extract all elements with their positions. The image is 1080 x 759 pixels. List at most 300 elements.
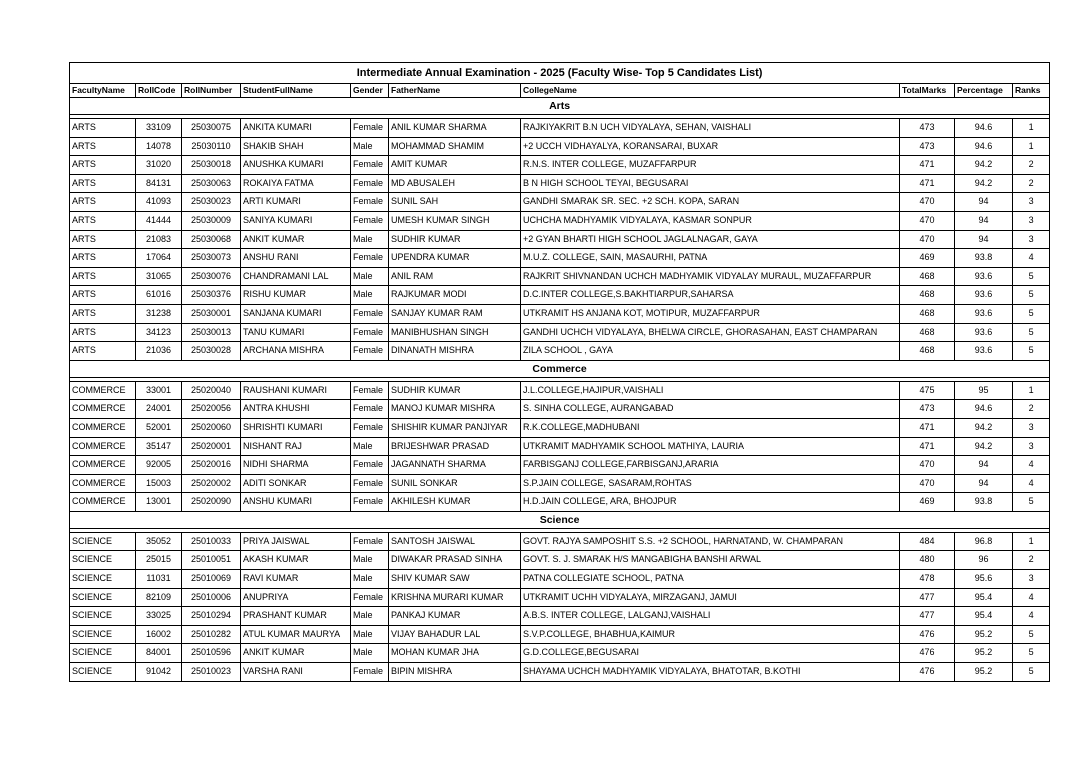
- cell-ranks: 5: [1013, 304, 1050, 323]
- table-row: [70, 304, 1050, 323]
- cell-rollcode: 34123: [136, 323, 182, 342]
- column-header: RollCode: [136, 84, 182, 98]
- cell-facultyname: ARTS: [70, 342, 136, 361]
- cell-collegename: RAJKRIT SHIVNANDAN UCHCH MADHYAMIK VIDYALAY MURAUL, MUZAFFARPUR: [521, 267, 900, 286]
- cell-fathername: ANIL KUMAR SHARMA: [389, 119, 521, 138]
- cell-fathername: MOHAMMAD SHAMIM: [389, 137, 521, 156]
- cell-collegename: R.N.S. INTER COLLEGE, MUZAFFARPUR: [521, 156, 900, 175]
- cell-gender: Female: [351, 532, 389, 551]
- cell-facultyname: COMMERCE: [70, 493, 136, 512]
- cell-rollcode: 41093: [136, 193, 182, 212]
- section-header-row: [70, 98, 1050, 115]
- cell-totalmarks: 468: [900, 267, 955, 286]
- cell-rollcode: 24001: [136, 400, 182, 419]
- cell-percentage: 94: [955, 230, 1013, 249]
- cell-studentfullname: RISHU KUMAR: [241, 286, 351, 305]
- cell-fathername: SHIV KUMAR SAW: [389, 570, 521, 589]
- cell-studentfullname: ANKIT KUMAR: [241, 230, 351, 249]
- cell-gender: Male: [351, 625, 389, 644]
- cell-totalmarks: 471: [900, 156, 955, 175]
- cell-fathername: UMESH KUMAR SINGH: [389, 211, 521, 230]
- column-header: StudentFullName: [241, 84, 351, 98]
- cell-facultyname: ARTS: [70, 286, 136, 305]
- cell-ranks: 3: [1013, 437, 1050, 456]
- cell-totalmarks: 468: [900, 342, 955, 361]
- cell-totalmarks: 473: [900, 137, 955, 156]
- table-row: [70, 381, 1050, 400]
- table-row: [70, 119, 1050, 138]
- cell-collegename: UTKRAMIT HS ANJANA KOT, MOTIPUR, MUZAFFARPUR: [521, 304, 900, 323]
- cell-totalmarks: 473: [900, 119, 955, 138]
- table-row: [70, 607, 1050, 626]
- cell-ranks: 3: [1013, 211, 1050, 230]
- cell-rollnumber: 25010006: [182, 588, 241, 607]
- cell-facultyname: COMMERCE: [70, 456, 136, 475]
- cell-rollnumber: 25020002: [182, 474, 241, 493]
- cell-facultyname: COMMERCE: [70, 381, 136, 400]
- cell-percentage: 95.2: [955, 644, 1013, 663]
- cell-percentage: 94.2: [955, 437, 1013, 456]
- cell-gender: Male: [351, 137, 389, 156]
- cell-totalmarks: 470: [900, 474, 955, 493]
- cell-rollnumber: 25030009: [182, 211, 241, 230]
- cell-ranks: 3: [1013, 418, 1050, 437]
- cell-totalmarks: 470: [900, 211, 955, 230]
- cell-rollcode: 91042: [136, 663, 182, 682]
- cell-percentage: 94.6: [955, 119, 1013, 138]
- cell-gender: Female: [351, 381, 389, 400]
- cell-facultyname: SCIENCE: [70, 570, 136, 589]
- cell-percentage: 94: [955, 211, 1013, 230]
- cell-facultyname: SCIENCE: [70, 532, 136, 551]
- cell-studentfullname: CHANDRAMANI LAL: [241, 267, 351, 286]
- cell-fathername: BIPIN MISHRA: [389, 663, 521, 682]
- cell-gender: Male: [351, 437, 389, 456]
- cell-facultyname: SCIENCE: [70, 551, 136, 570]
- cell-fathername: MOHAN KUMAR JHA: [389, 644, 521, 663]
- cell-studentfullname: ANKITA KUMARI: [241, 119, 351, 138]
- cell-totalmarks: 470: [900, 230, 955, 249]
- cell-rollnumber: 25020090: [182, 493, 241, 512]
- cell-totalmarks: 477: [900, 588, 955, 607]
- cell-studentfullname: ANTRA KHUSHI: [241, 400, 351, 419]
- cell-gender: Female: [351, 400, 389, 419]
- cell-ranks: 5: [1013, 342, 1050, 361]
- cell-collegename: S.P.JAIN COLLEGE, SASARAM,ROHTAS: [521, 474, 900, 493]
- cell-gender: Female: [351, 193, 389, 212]
- cell-ranks: 2: [1013, 400, 1050, 419]
- cell-collegename: A.B.S. INTER COLLEGE, LALGANJ,VAISHALI: [521, 607, 900, 626]
- table-row: [70, 588, 1050, 607]
- section-title: Commerce: [70, 360, 1050, 377]
- cell-rollnumber: 25030063: [182, 174, 241, 193]
- cell-collegename: PATNA COLLEGIATE SCHOOL, PATNA: [521, 570, 900, 589]
- cell-rollcode: 21036: [136, 342, 182, 361]
- cell-fathername: SUNIL SONKAR: [389, 474, 521, 493]
- section-title: Science: [70, 511, 1050, 528]
- cell-rollnumber: 25030023: [182, 193, 241, 212]
- cell-totalmarks: 480: [900, 551, 955, 570]
- cell-rollcode: 31238: [136, 304, 182, 323]
- cell-studentfullname: NIDHI SHARMA: [241, 456, 351, 475]
- cell-gender: Female: [351, 156, 389, 175]
- cell-ranks: 5: [1013, 663, 1050, 682]
- cell-percentage: 95.4: [955, 607, 1013, 626]
- toppers-table: [69, 62, 1050, 682]
- cell-collegename: UCHCHA MADHYAMIK VIDYALAYA, KASMAR SONPUR: [521, 211, 900, 230]
- cell-percentage: 95.4: [955, 588, 1013, 607]
- cell-rollnumber: 25030001: [182, 304, 241, 323]
- cell-fathername: RAJKUMAR MODI: [389, 286, 521, 305]
- column-header: Gender: [351, 84, 389, 98]
- cell-collegename: ZILA SCHOOL , GAYA: [521, 342, 900, 361]
- cell-gender: Female: [351, 342, 389, 361]
- cell-fathername: SHISHIR KUMAR PANJIYAR: [389, 418, 521, 437]
- cell-fathername: MD ABUSALEH: [389, 174, 521, 193]
- cell-studentfullname: PRASHANT KUMAR: [241, 607, 351, 626]
- cell-percentage: 95: [955, 381, 1013, 400]
- cell-percentage: 93.6: [955, 342, 1013, 361]
- cell-fathername: SANJAY KUMAR RAM: [389, 304, 521, 323]
- cell-collegename: +2 UCCH VIDHAYALYA, KORANSARAI, BUXAR: [521, 137, 900, 156]
- cell-fathername: AMIT KUMAR: [389, 156, 521, 175]
- cell-rollcode: 16002: [136, 625, 182, 644]
- table-row: [70, 211, 1050, 230]
- cell-percentage: 95.2: [955, 663, 1013, 682]
- table-row: [70, 456, 1050, 475]
- cell-ranks: 3: [1013, 193, 1050, 212]
- cell-gender: Female: [351, 474, 389, 493]
- cell-facultyname: COMMERCE: [70, 474, 136, 493]
- cell-percentage: 94.2: [955, 174, 1013, 193]
- cell-fathername: SUDHIR KUMAR: [389, 381, 521, 400]
- header-row: [70, 84, 1050, 98]
- cell-fathername: AKHILESH KUMAR: [389, 493, 521, 512]
- cell-facultyname: ARTS: [70, 119, 136, 138]
- cell-rollcode: 33001: [136, 381, 182, 400]
- cell-gender: Female: [351, 456, 389, 475]
- cell-rollnumber: 25020060: [182, 418, 241, 437]
- cell-rollcode: 13001: [136, 493, 182, 512]
- table-row: [70, 174, 1050, 193]
- cell-percentage: 94.6: [955, 137, 1013, 156]
- cell-gender: Female: [351, 663, 389, 682]
- cell-rollnumber: 25020001: [182, 437, 241, 456]
- cell-ranks: 5: [1013, 644, 1050, 663]
- cell-percentage: 94: [955, 193, 1013, 212]
- cell-rollcode: 14078: [136, 137, 182, 156]
- cell-ranks: 1: [1013, 532, 1050, 551]
- cell-fathername: SANTOSH JAISWAL: [389, 532, 521, 551]
- cell-rollcode: 15003: [136, 474, 182, 493]
- cell-totalmarks: 475: [900, 381, 955, 400]
- cell-studentfullname: SHAKIB SHAH: [241, 137, 351, 156]
- cell-percentage: 95.2: [955, 625, 1013, 644]
- cell-rollnumber: 25010294: [182, 607, 241, 626]
- results-sheet: [69, 62, 1049, 682]
- cell-ranks: 4: [1013, 474, 1050, 493]
- cell-totalmarks: 469: [900, 249, 955, 268]
- cell-rollcode: 41444: [136, 211, 182, 230]
- cell-percentage: 94.6: [955, 400, 1013, 419]
- cell-collegename: RAJKIYAKRIT B.N UCH VIDYALAYA, SEHAN, VAISHALI: [521, 119, 900, 138]
- cell-facultyname: COMMERCE: [70, 418, 136, 437]
- table-row: [70, 644, 1050, 663]
- cell-gender: Male: [351, 267, 389, 286]
- section-header-row: [70, 360, 1050, 377]
- cell-rollcode: 52001: [136, 418, 182, 437]
- cell-rollnumber: 25030068: [182, 230, 241, 249]
- cell-ranks: 5: [1013, 625, 1050, 644]
- table-row: [70, 193, 1050, 212]
- cell-percentage: 93.6: [955, 304, 1013, 323]
- cell-ranks: 5: [1013, 323, 1050, 342]
- cell-rollcode: 84131: [136, 174, 182, 193]
- table-row: [70, 323, 1050, 342]
- cell-fathername: UPENDRA KUMAR: [389, 249, 521, 268]
- table-row: [70, 400, 1050, 419]
- cell-gender: Female: [351, 418, 389, 437]
- cell-studentfullname: ANKIT KUMAR: [241, 644, 351, 663]
- section-header-row: [70, 511, 1050, 528]
- cell-studentfullname: ANSHU KUMARI: [241, 493, 351, 512]
- cell-gender: Female: [351, 174, 389, 193]
- cell-rollcode: 35147: [136, 437, 182, 456]
- cell-percentage: 94: [955, 474, 1013, 493]
- cell-rollcode: 31065: [136, 267, 182, 286]
- cell-collegename: R.K.COLLEGE,MADHUBANI: [521, 418, 900, 437]
- cell-ranks: 4: [1013, 249, 1050, 268]
- cell-totalmarks: 478: [900, 570, 955, 589]
- cell-facultyname: SCIENCE: [70, 607, 136, 626]
- section-title: Arts: [70, 98, 1050, 115]
- cell-totalmarks: 468: [900, 304, 955, 323]
- cell-studentfullname: ATUL KUMAR MAURYA: [241, 625, 351, 644]
- cell-percentage: 93.6: [955, 286, 1013, 305]
- cell-gender: Female: [351, 493, 389, 512]
- cell-gender: Female: [351, 119, 389, 138]
- cell-totalmarks: 471: [900, 174, 955, 193]
- cell-studentfullname: ANUPRIYA: [241, 588, 351, 607]
- document-title: Intermediate Annual Examination - 2025 (Faculty Wise- Top 5 Candidates List): [70, 63, 1050, 84]
- cell-totalmarks: 476: [900, 644, 955, 663]
- cell-facultyname: ARTS: [70, 230, 136, 249]
- cell-studentfullname: RAVI KUMAR: [241, 570, 351, 589]
- cell-gender: Female: [351, 323, 389, 342]
- cell-ranks: 4: [1013, 456, 1050, 475]
- cell-rollcode: 25015: [136, 551, 182, 570]
- cell-facultyname: ARTS: [70, 174, 136, 193]
- cell-percentage: 95.6: [955, 570, 1013, 589]
- cell-totalmarks: 476: [900, 625, 955, 644]
- cell-collegename: B N HIGH SCHOOL TEYAI, BEGUSARAI: [521, 174, 900, 193]
- cell-totalmarks: 468: [900, 323, 955, 342]
- cell-facultyname: ARTS: [70, 304, 136, 323]
- cell-studentfullname: NISHANT RAJ: [241, 437, 351, 456]
- cell-gender: Male: [351, 644, 389, 663]
- table-row: [70, 625, 1050, 644]
- column-header: Percentage: [955, 84, 1013, 98]
- cell-ranks: 1: [1013, 137, 1050, 156]
- cell-studentfullname: ARCHANA MISHRA: [241, 342, 351, 361]
- table-row: [70, 493, 1050, 512]
- cell-studentfullname: SANIYA KUMARI: [241, 211, 351, 230]
- cell-gender: Female: [351, 249, 389, 268]
- cell-gender: Female: [351, 211, 389, 230]
- cell-facultyname: SCIENCE: [70, 644, 136, 663]
- cell-ranks: 1: [1013, 119, 1050, 138]
- table-row: [70, 532, 1050, 551]
- cell-collegename: +2 GYAN BHARTI HIGH SCHOOL JAGLALNAGAR, GAYA: [521, 230, 900, 249]
- cell-totalmarks: 477: [900, 607, 955, 626]
- cell-totalmarks: 470: [900, 456, 955, 475]
- cell-gender: Female: [351, 304, 389, 323]
- cell-studentfullname: ANSHU RANI: [241, 249, 351, 268]
- column-header: FacultyName: [70, 84, 136, 98]
- cell-fathername: MANIBHUSHAN SINGH: [389, 323, 521, 342]
- cell-gender: Male: [351, 286, 389, 305]
- cell-collegename: J.L.COLLEGE,HAJIPUR,VAISHALI: [521, 381, 900, 400]
- cell-studentfullname: ADITI SONKAR: [241, 474, 351, 493]
- table-row: [70, 342, 1050, 361]
- table-row: [70, 570, 1050, 589]
- cell-studentfullname: PRIYA JAISWAL: [241, 532, 351, 551]
- cell-fathername: VIJAY BAHADUR LAL: [389, 625, 521, 644]
- cell-facultyname: COMMERCE: [70, 400, 136, 419]
- cell-gender: Male: [351, 551, 389, 570]
- cell-percentage: 94.2: [955, 156, 1013, 175]
- cell-facultyname: SCIENCE: [70, 625, 136, 644]
- cell-gender: Female: [351, 588, 389, 607]
- cell-rollnumber: 25020056: [182, 400, 241, 419]
- cell-rollcode: 84001: [136, 644, 182, 663]
- cell-ranks: 3: [1013, 230, 1050, 249]
- cell-ranks: 4: [1013, 607, 1050, 626]
- cell-fathername: DIWAKAR PRASAD SINHA: [389, 551, 521, 570]
- cell-facultyname: ARTS: [70, 193, 136, 212]
- cell-percentage: 96.8: [955, 532, 1013, 551]
- table-row: [70, 663, 1050, 682]
- cell-ranks: 3: [1013, 570, 1050, 589]
- column-header: FatherName: [389, 84, 521, 98]
- cell-rollnumber: 25010596: [182, 644, 241, 663]
- cell-totalmarks: 473: [900, 400, 955, 419]
- cell-facultyname: ARTS: [70, 137, 136, 156]
- cell-rollcode: 31020: [136, 156, 182, 175]
- cell-percentage: 93.8: [955, 249, 1013, 268]
- cell-rollnumber: 25020040: [182, 381, 241, 400]
- cell-totalmarks: 471: [900, 437, 955, 456]
- cell-ranks: 2: [1013, 551, 1050, 570]
- table-row: [70, 267, 1050, 286]
- cell-rollnumber: 25010023: [182, 663, 241, 682]
- cell-percentage: 94.2: [955, 418, 1013, 437]
- cell-rollcode: 21083: [136, 230, 182, 249]
- cell-facultyname: SCIENCE: [70, 663, 136, 682]
- cell-gender: Male: [351, 607, 389, 626]
- cell-fathername: SUNIL SAH: [389, 193, 521, 212]
- table-row: [70, 286, 1050, 305]
- cell-collegename: S. SINHA COLLEGE, AURANGABAD: [521, 400, 900, 419]
- cell-rollnumber: 25010033: [182, 532, 241, 551]
- cell-studentfullname: ANUSHKA KUMARI: [241, 156, 351, 175]
- table-row: [70, 474, 1050, 493]
- cell-collegename: SHAYAMA UCHCH MADHYAMIK VIDYALAYA, BHATOTAR, B.KOTHI: [521, 663, 900, 682]
- cell-rollnumber: 25030075: [182, 119, 241, 138]
- cell-studentfullname: SHRISHTI KUMARI: [241, 418, 351, 437]
- cell-studentfullname: ARTI KUMARI: [241, 193, 351, 212]
- cell-totalmarks: 484: [900, 532, 955, 551]
- cell-studentfullname: AKASH KUMAR: [241, 551, 351, 570]
- cell-rollcode: 17064: [136, 249, 182, 268]
- table-row: [70, 156, 1050, 175]
- cell-rollnumber: 25020016: [182, 456, 241, 475]
- cell-rollnumber: 25030110: [182, 137, 241, 156]
- cell-totalmarks: 469: [900, 493, 955, 512]
- title-row: [70, 63, 1050, 84]
- table-row: [70, 230, 1050, 249]
- cell-rollnumber: 25030028: [182, 342, 241, 361]
- cell-rollcode: 61016: [136, 286, 182, 305]
- cell-facultyname: ARTS: [70, 211, 136, 230]
- cell-ranks: 2: [1013, 156, 1050, 175]
- cell-fathername: SUDHIR KUMAR: [389, 230, 521, 249]
- cell-percentage: 93.8: [955, 493, 1013, 512]
- cell-facultyname: ARTS: [70, 267, 136, 286]
- cell-collegename: GANDHI SMARAK SR. SEC. +2 SCH. KOPA, SARAN: [521, 193, 900, 212]
- column-header: TotalMarks: [900, 84, 955, 98]
- cell-percentage: 96: [955, 551, 1013, 570]
- cell-ranks: 5: [1013, 267, 1050, 286]
- cell-percentage: 94: [955, 456, 1013, 475]
- cell-rollcode: 33109: [136, 119, 182, 138]
- cell-collegename: S.V.P.COLLEGE, BHABHUA,KAIMUR: [521, 625, 900, 644]
- column-header: Ranks: [1013, 84, 1050, 98]
- cell-rollnumber: 25030073: [182, 249, 241, 268]
- cell-collegename: UTKRAMIT UCHH VIDYALAYA, MIRZAGANJ, JAMUI: [521, 588, 900, 607]
- cell-totalmarks: 470: [900, 193, 955, 212]
- table-row: [70, 137, 1050, 156]
- cell-fathername: ANIL RAM: [389, 267, 521, 286]
- cell-rollcode: 11031: [136, 570, 182, 589]
- cell-gender: Male: [351, 230, 389, 249]
- cell-facultyname: COMMERCE: [70, 437, 136, 456]
- table-row: [70, 437, 1050, 456]
- cell-rollnumber: 25030376: [182, 286, 241, 305]
- cell-collegename: D.C.INTER COLLEGE,S.BAKHTIARPUR,SAHARSA: [521, 286, 900, 305]
- cell-collegename: UTKRAMIT MADHYAMIK SCHOOL MATHIYA, LAURIA: [521, 437, 900, 456]
- cell-ranks: 2: [1013, 174, 1050, 193]
- cell-collegename: M.U.Z. COLLEGE, SAIN, MASAURHI, PATNA: [521, 249, 900, 268]
- cell-facultyname: ARTS: [70, 156, 136, 175]
- cell-gender: Male: [351, 570, 389, 589]
- cell-collegename: G.D.COLLEGE,BEGUSARAI: [521, 644, 900, 663]
- cell-rollnumber: 25030018: [182, 156, 241, 175]
- cell-ranks: 5: [1013, 493, 1050, 512]
- cell-collegename: GOVT. S. J. SMARAK H/S MANGABIGHA BANSHI ARWAL: [521, 551, 900, 570]
- cell-rollcode: 92005: [136, 456, 182, 475]
- table-row: [70, 418, 1050, 437]
- cell-facultyname: SCIENCE: [70, 588, 136, 607]
- cell-collegename: GANDHI UCHCH VIDYALAYA, BHELWA CIRCLE, GHORASAHAN, EAST CHAMPARAN: [521, 323, 900, 342]
- cell-collegename: GOVT. RAJYA SAMPOSHIT S.S. +2 SCHOOL, HARNATAND, W. CHAMPARAN: [521, 532, 900, 551]
- cell-fathername: MANOJ KUMAR MISHRA: [389, 400, 521, 419]
- cell-collegename: FARBISGANJ COLLEGE,FARBISGANJ,ARARIA: [521, 456, 900, 475]
- cell-fathername: KRISHNA MURARI KUMAR: [389, 588, 521, 607]
- cell-fathername: DINANATH MISHRA: [389, 342, 521, 361]
- table-row: [70, 551, 1050, 570]
- cell-ranks: 1: [1013, 381, 1050, 400]
